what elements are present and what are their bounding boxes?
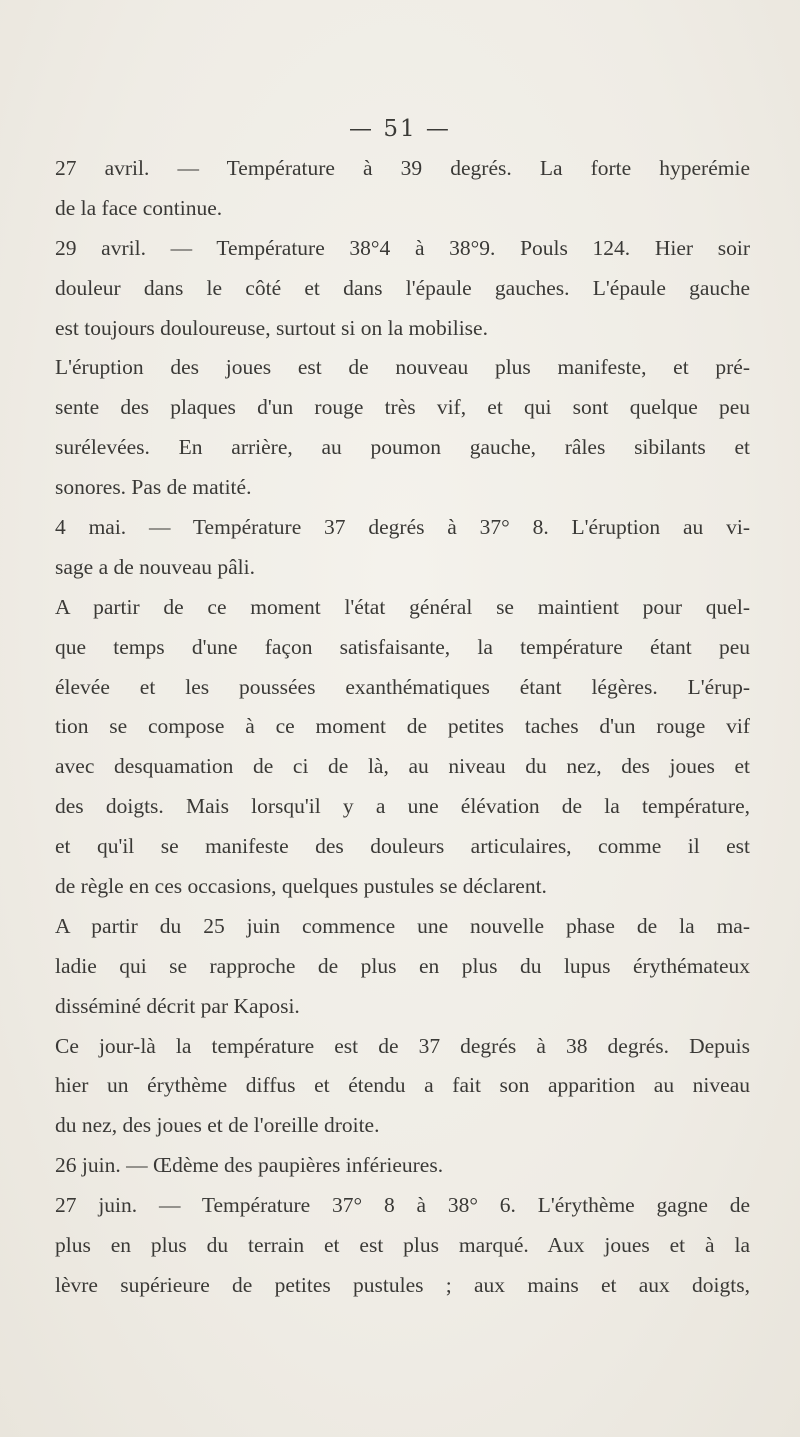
text-line-8: surélevées. En arrière, au poumon gauche, râles sibilants et bbox=[55, 437, 750, 459]
text-line-14: élevée et les poussées exanthématiques étant légères. L'érup- bbox=[55, 677, 750, 699]
text-line-2: de la face continue. bbox=[55, 196, 223, 220]
text-line-7: sente des plaques d'un rouge très vif, et qui sont quelque peu bbox=[55, 397, 750, 419]
text-line-6: L'éruption des joues est de nouveau plus manifeste, et pré- bbox=[55, 357, 750, 379]
text-line-9: sonores. Pas de matité. bbox=[55, 475, 252, 499]
text-line-25: du nez, des joues et de l'oreille droite. bbox=[55, 1113, 380, 1137]
text-line-3: 29 avril. — Température 38°4 à 38°9. Pouls 124. Hier soir bbox=[55, 238, 750, 260]
text-line-5: est toujours douloureuse, surtout si on la mobilise. bbox=[55, 316, 488, 340]
text-line-18: et qu'il se manifeste des douleurs articulaires, comme il est bbox=[55, 836, 750, 858]
text-line-13: que temps d'une façon satisfaisante, la température étant peu bbox=[55, 637, 750, 659]
text-line-24: hier un érythème diffus et étendu a fait son apparition au niveau bbox=[55, 1075, 750, 1097]
text-line-22: disséminé décrit par Kaposi. bbox=[55, 994, 300, 1018]
text-line-15: tion se compose à ce moment de petites taches d'un rouge vif bbox=[55, 716, 750, 738]
text-line-17: des doigts. Mais lorsqu'il y a une élévation de la température, bbox=[55, 796, 750, 818]
text-line-27: 27 juin. — Température 37° 8 à 38° 6. L'érythème gagne de bbox=[55, 1195, 750, 1217]
text-line-16: avec desquamation de ci de là, au niveau du nez, des joues et bbox=[55, 756, 750, 778]
text-line-20: A partir du 25 juin commence une nouvelle phase de la ma- bbox=[55, 916, 750, 938]
text-line-1: 27 avril. — Température à 39 degrés. La forte hyperémie bbox=[55, 158, 750, 180]
text-line-19: de règle en ces occasions, quelques pustules se déclarent. bbox=[55, 874, 547, 898]
text-line-10: 4 mai. — Température 37 degrés à 37° 8. L'éruption au vi- bbox=[55, 517, 750, 539]
text-line-12: A partir de ce moment l'état général se maintient pour quel- bbox=[55, 597, 750, 619]
text-line-28: plus en plus du terrain et est plus marqué. Aux joues et à la bbox=[55, 1235, 750, 1257]
text-line-26: 26 juin. — Œdème des paupières inférieures. bbox=[55, 1153, 444, 1177]
text-line-29: lèvre supérieure de petites pustules ; aux mains et aux doigts, bbox=[55, 1275, 750, 1297]
page-number: — 51 — bbox=[349, 116, 451, 142]
text-line-23: Ce jour-là la température est de 37 degrés à 38 degrés. Depuis bbox=[55, 1036, 750, 1058]
text-line-4: douleur dans le côté et dans l'épaule gauches. L'épaule gauche bbox=[55, 278, 750, 300]
text-line-11: sage a de nouveau pâli. bbox=[55, 555, 255, 579]
text-line-21: ladie qui se rapproche de plus en plus du lupus érythémateux bbox=[55, 956, 750, 978]
